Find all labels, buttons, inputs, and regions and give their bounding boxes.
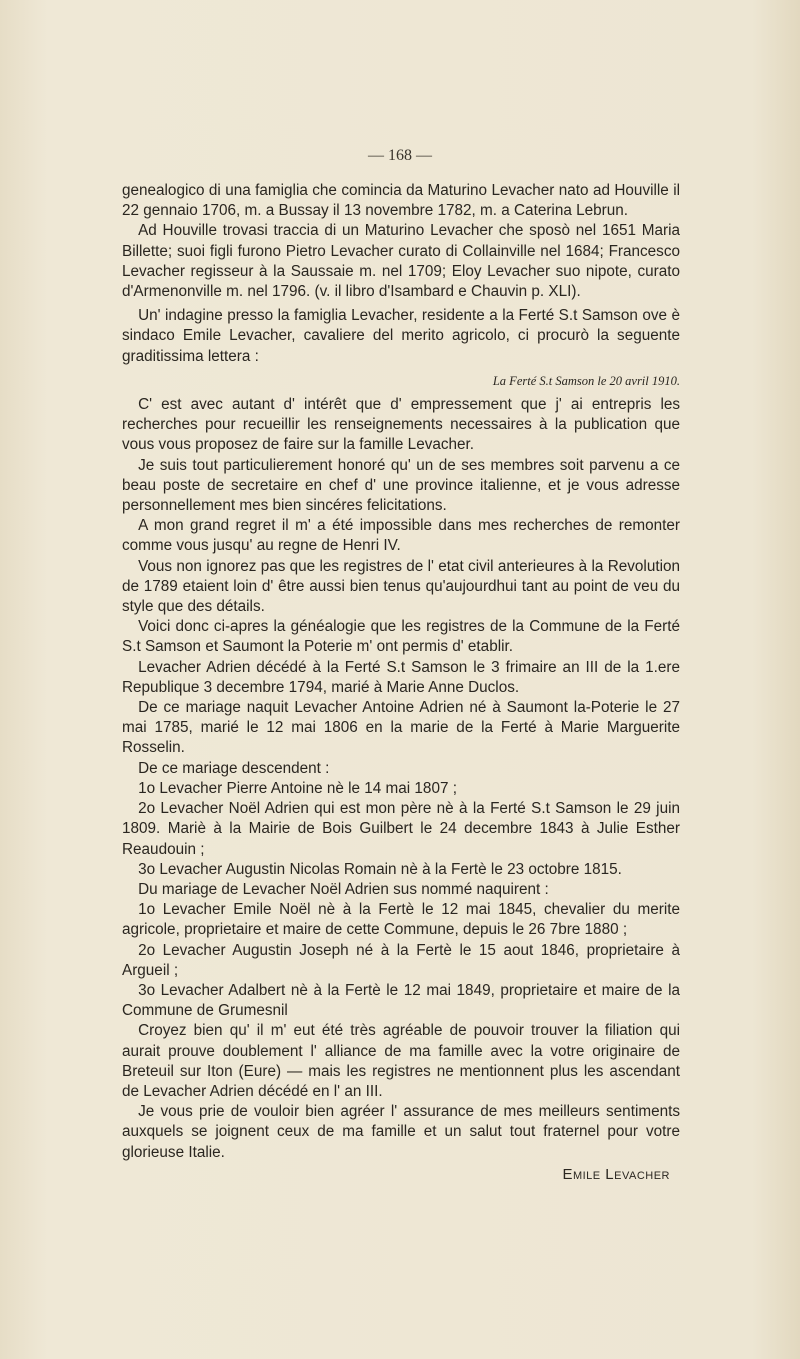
intro-paragraph: genealogico di una famiglia che comincia da Maturino Levacher nato ad Houville il 22 gennaio 1706, m. a Bussay il 13 novembre 1782, m. a Caterina Lebrun.	[122, 182, 680, 220]
genealogy-item: 3o Levacher Adalbert nè à la Fertè le 12 mai 1849, proprietaire et maire de la Commune de Grumesnil	[122, 981, 680, 1020]
intro-paragraph: Ad Houville trovasi traccia di un Maturino Levacher che sposò nel 1651 Maria Billette; suoi figli furono Pietro Levacher curato di Collainville nel 1684; Francesco Levacher regisseur à la Saussaie m. nel 1709; Eloy Levacher suo nipote, curato d'Armenonville m. nel 1796. (v. il libro d'Isambard e Chauvin p. XLI).	[122, 222, 680, 301]
intro-paragraph: Un' indagine presso la famiglia Levacher, residente a la Ferté S.t Samson ove è sindaco Emile Levacher, cavaliere del merito agricolo, ci procurò la seguente graditissima lettera :	[122, 307, 680, 365]
letter-paragraph: A mon grand regret il m' a été impossible dans mes recherches de remonter comme vous jusqu' au regne de Henri IV.	[122, 517, 680, 555]
letter-paragraph: Je vous prie de vouloir bien agréer l' assurance de mes meilleurs sentiments auxquels se joignent ceux de ma famille et un salut tout fraternel pour votre glorieuse Italie.	[122, 1103, 680, 1161]
letter-paragraph: Voici donc ci-apres la généalogie que les registres de la Commune de la Ferté S.t Samson et Saumont la Poterie m' ont permis d' etablir.	[122, 618, 680, 656]
letter-dateline: La Ferté S.t Samson le 20 avril 1910.	[492, 373, 680, 388]
page-number: — 168 —	[368, 147, 432, 164]
genealogy-item: 1o Levacher Pierre Antoine nè le 14 mai 1807 ;	[138, 779, 457, 797]
genealogy-item: 2o Levacher Noël Adrien qui est mon père nè à la Ferté S.t Samson le 29 juin 1809. Mariè à la Mairie de Bois Guilbert le 24 decembre 1843 à Julie Esther Reaudouin ;	[122, 800, 680, 858]
letter-paragraph: Du mariage de Levacher Noël Adrien sus nommé naquirent :	[138, 880, 549, 898]
genealogy-item: 1o Levacher Emile Noël nè à la Fertè le 12 mai 1845, chevalier du merite agricole, proprietaire et maire de cette Commune, depuis le 26 7bre 1880 ;	[122, 901, 680, 939]
letter-paragraph: Levacher Adrien décédé à la Ferté S.t Samson le 3 frimaire an III de la 1.ere Republique 3 decembre 1794, marié à Marie Anne Duclos.	[122, 658, 680, 696]
genealogy-item: 2o Levacher Augustin Joseph né à la Fertè le 15 aout 1846, proprietaire à Argueil ;	[122, 941, 680, 979]
letter-paragraph: De ce mariage descendent :	[138, 759, 330, 777]
letter-paragraph: C' est avec autant d' intérêt que d' empressement que j' ai entrepris les recherches pour recueillir les renseignements necessaires à la publication que vous vous proposez de faire sur la famille Levacher.	[122, 396, 680, 454]
letter-paragraph: De ce mariage naquit Levacher Antoine Adrien né à Saumont la-Poterie le 27 mai 1785, marié le 12 mai 1806 en la marie de la Ferté à Marie Marguerite Rosselin.	[122, 699, 680, 757]
letter-signature: Emile Levacher	[562, 1165, 670, 1183]
document-body	[122, 181, 680, 1185]
genealogy-item: 3o Levacher Augustin Nicolas Romain nè à la Fertè le 23 octobre 1815.	[138, 860, 622, 878]
letter-paragraph: Je suis tout particulierement honoré qu' un de ses membres soit parvenu a ce beau poste de secretaire en chef d' une province italienne, et je vous adresse personnellement mes bien sincéres felicitations.	[122, 456, 680, 515]
letter-paragraph: Croyez bien qu' il m' eut été très agréable de pouvoir trouver la filiation qui aurait prouve doublement l' alliance de ma famille avec la votre originaire de Breteuil sur Iton (Eure) — mais les registres ne mentionnent plus les ascendant de Levacher Adrien décédé en l' an III.	[122, 1022, 680, 1100]
letter-paragraph: Vous non ignorez pas que les registres de l' etat civil anterieures à la Revolution de 1789 etaient loin d' être aussi bien tenus qu'aujourdhui tant au point de veu du style que des détails.	[122, 557, 680, 616]
